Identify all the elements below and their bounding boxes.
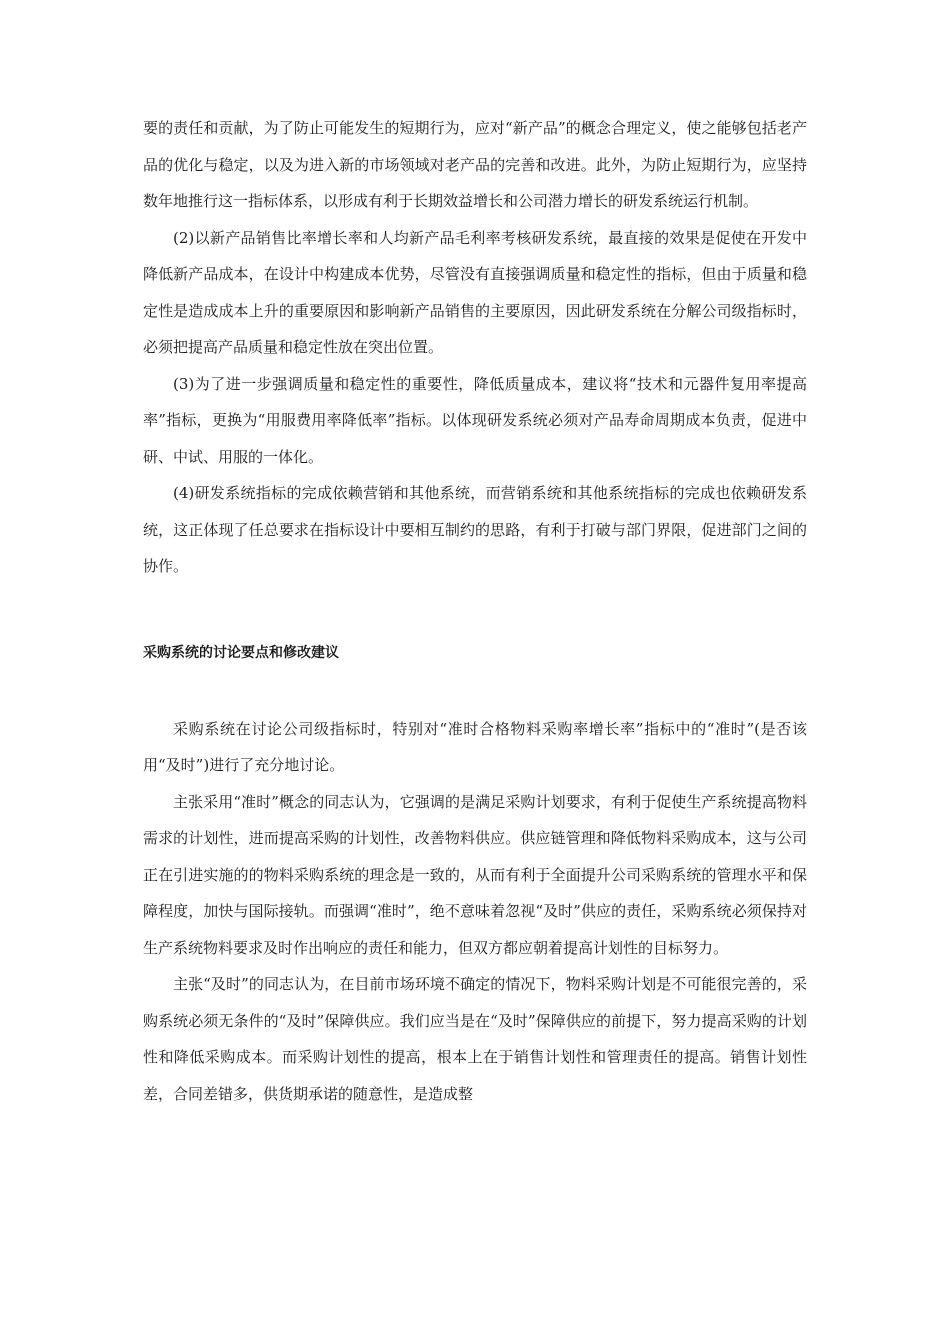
paragraph-on-time-view: 主张采用“准时”概念的同志认为，它强调的是满足采购计划要求，有利于促使生产系统提高物料需求的计划性，进而提高采购的计划性，改善物料供应。供应链管理和降低物料采购成本，这与公司正在引进实施的的物料采购系统的理念是一致的，从而有利于全面提升公司采购系统的管理水平和保障程度，加快与国际接轨。而强调“准时”，绝不意味着忽视“及时”供应的责任，采购系统必须保持对生产系统物料要求及时作出响应的责任和能力，但双方都应朝着提高计划性的目标努力。 bbox=[143, 792, 807, 957]
paragraph-item-3: (3)为了进一步强调质量和稳定性的重要性，降低质量成本，建议将“技术和元器件复用率提高率”指标，更换为“用服费用率降低率”指标。以体现研发系统必须对产品寿命周期成本负责，促进中研、中试、用服的一体化。 bbox=[143, 374, 807, 466]
paragraph-item-2: (2)以新产品销售比率增长率和人均新产品毛利率考核研发系统，最直接的效果是促使在开发中降低新产品成本，在设计中构建成本优势，尽管没有直接强调质量和稳定性的指标，但由于质量和稳定性是造成成本上升的重要原因和影响新产品销售的主要原因，因此研发系统在分解公司级指标时，必须把提高产品质量和稳定性放在突出位置。 bbox=[143, 228, 807, 356]
section-heading: 采购系统的讨论要点和修改建议 bbox=[143, 644, 339, 661]
paragraph-continuation: 要的责任和贡献，为了防止可能发生的短期行为，应对“新产品”的概念合理定义，使之能够包括老产品的优化与稳定，以及为进入新的市场领域对老产品的完善和改进。此外，为防止短期行为，应坚持数年地推行这一指标体系，以形成有利于长期效益增长和公司潜力增长的研发系统运行机制。 bbox=[143, 119, 807, 210]
paragraph-timely-view: 主张“及时”的同志认为，在目前市场环境不确定的情况下，物料采购计划是不可能很完善的，采购系统必须无条件的“及时”保障供应。我们应当是在“及时”保障供应的前提下，努力提高采购的计划性和降低采购成本。而采购计划性的提高，根本上在于销售计划性和管理责任的提高。销售计划性差，合同差错多，供货期承诺的随意性，是造成整 bbox=[143, 975, 807, 1103]
paragraph-procurement-intro: 采购系统在讨论公司级指标时，特别对“准时合格物料采购率增长率”指标中的“准时”(是否该用“及时”)进行了充分地讨论。 bbox=[143, 719, 807, 774]
document-page bbox=[143, 110, 807, 1112]
paragraph-item-4: (4)研发系统指标的完成依赖营销和其他系统，而营销系统和其他系统指标的完成也依赖研发系统，这正体现了任总要求在指标设计中要相互制约的思路，有利于打破与部门界限，促进部门之间的协作。 bbox=[143, 484, 807, 575]
